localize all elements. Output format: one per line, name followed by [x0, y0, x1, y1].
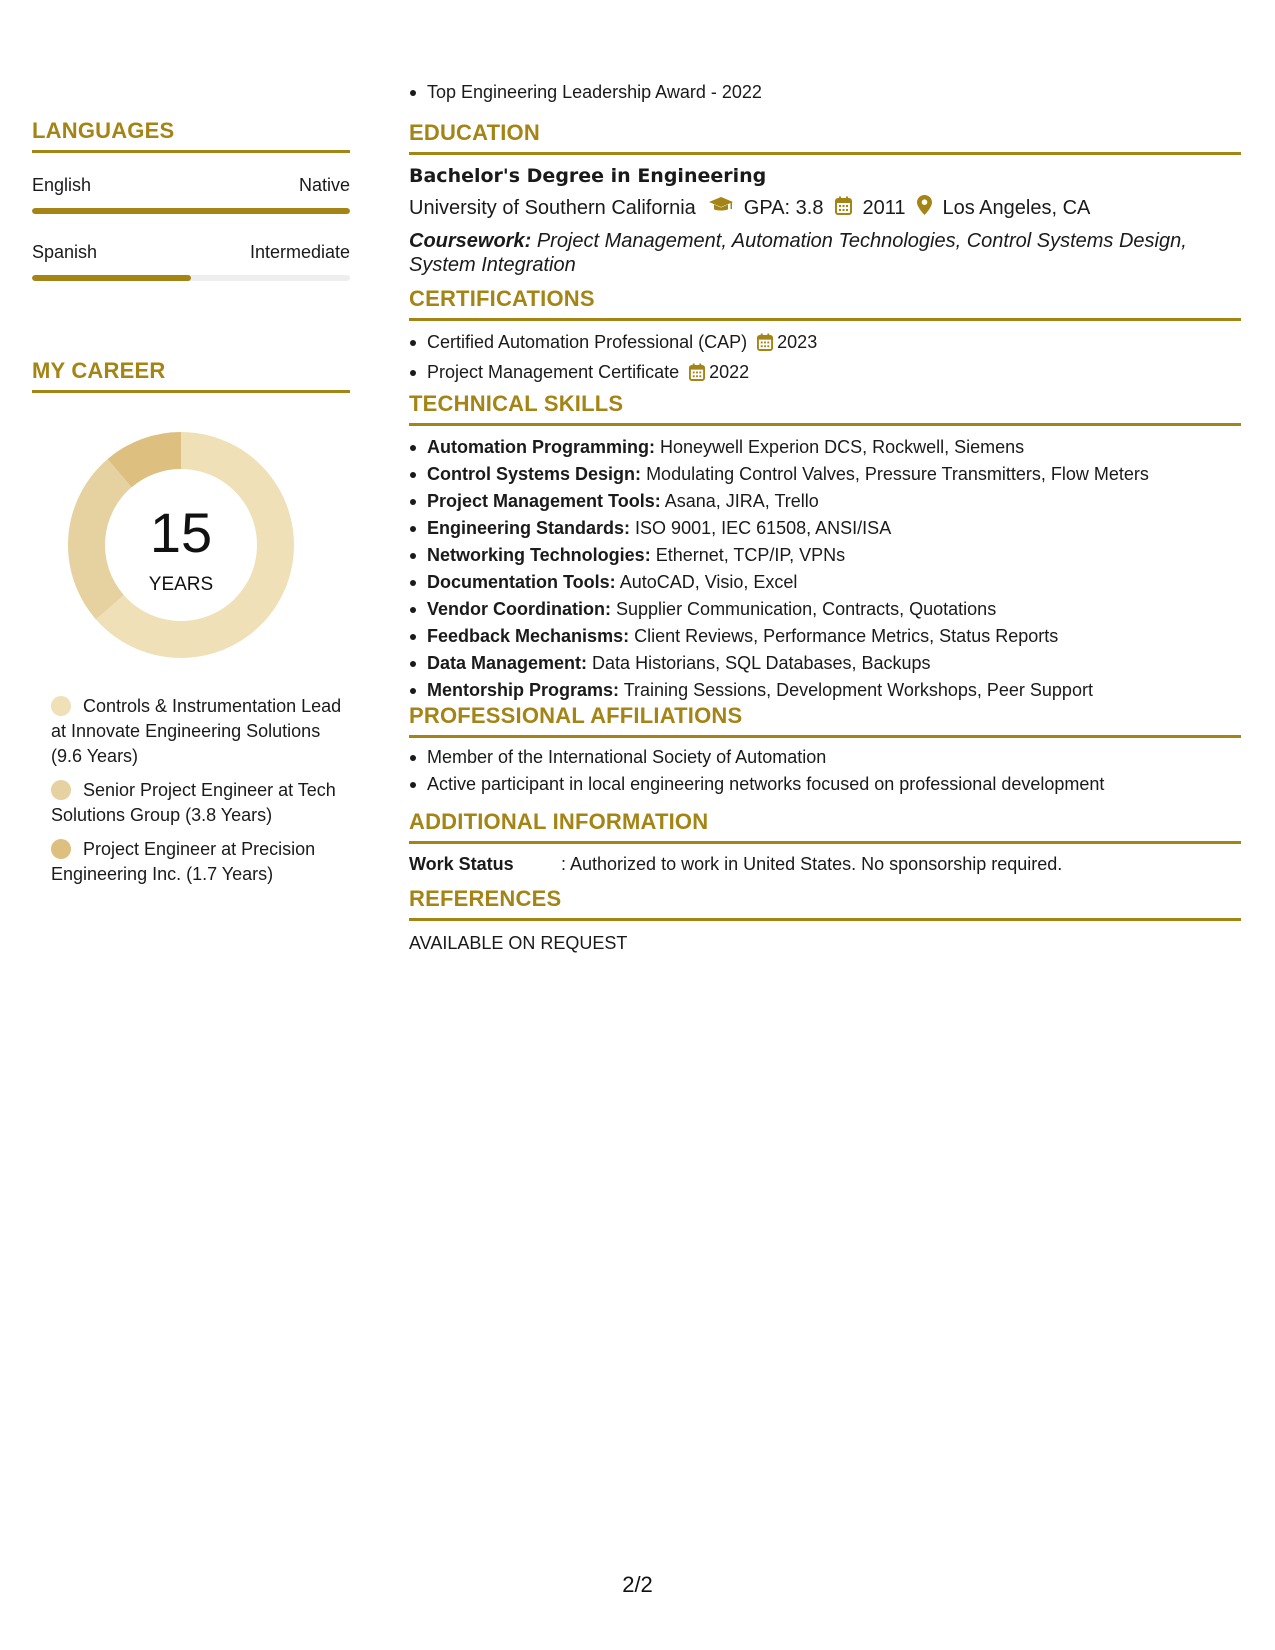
additional-info-title: ADDITIONAL INFORMATION: [409, 809, 1241, 844]
skill-item: [427, 677, 1241, 704]
references-section: [409, 886, 1241, 954]
skill-label: Vendor Coordination:: [427, 599, 611, 619]
skills-section: [409, 391, 1241, 704]
career-donut-chart: [66, 430, 296, 660]
references-title: REFERENCES: [409, 886, 1241, 921]
certification-year: 2023: [777, 332, 818, 352]
language-name: English: [32, 175, 92, 195]
skills-title: TECHNICAL SKILLS: [409, 391, 1241, 426]
certification-year: 2022: [709, 362, 750, 382]
skill-value: Training Sessions, Development Workshops, Peer Support: [623, 680, 1093, 700]
education-year: 2011: [862, 196, 906, 219]
award-item: Top Engineering Leadership Award - 2022: [427, 79, 1259, 106]
coursework-text: Project Management, Automation Technologies, Control Systems Design, System Integration: [409, 230, 1187, 276]
skill-label: Feedback Mechanisms:: [427, 626, 630, 646]
skill-value: Supplier Communication, Contracts, Quotations: [616, 599, 997, 619]
languages-section: [32, 118, 350, 281]
calendar-icon: [689, 362, 705, 389]
career-legend-item: [51, 694, 351, 769]
graduation-cap-icon: [708, 196, 734, 220]
language-item: [32, 242, 350, 281]
education-school: University of Southern California: [409, 196, 696, 219]
skill-item: [427, 515, 1241, 542]
skill-item: [427, 623, 1241, 650]
skill-item: [427, 488, 1241, 515]
career-total-years: 15: [149, 501, 213, 564]
language-name: Spanish: [32, 242, 98, 262]
skill-value: Data Historians, SQL Databases, Backups: [592, 653, 931, 673]
calendar-icon: [757, 332, 773, 359]
skill-label: Networking Technologies:: [427, 545, 651, 565]
certification-name: Project Management Certificate: [427, 362, 680, 382]
career-section: [32, 358, 350, 896]
additional-info-section: [409, 809, 1241, 875]
skill-label: Documentation Tools:: [427, 572, 616, 592]
career-legend: [51, 694, 351, 887]
skill-label: Engineering Standards:: [427, 518, 631, 538]
education-degree: Bachelor's Degree in Engineering: [409, 165, 767, 187]
career-years-unit: YEARS: [148, 574, 214, 595]
education-location: Los Angeles, CA: [942, 196, 1091, 219]
language-item: [32, 175, 350, 214]
certifications-title: CERTIFICATIONS: [409, 286, 1241, 321]
language-bar: [32, 208, 350, 214]
education-coursework: [409, 229, 1241, 277]
career-title: MY CAREER: [32, 358, 350, 393]
skill-value: Modulating Control Valves, Pressure Transmitters, Flow Meters: [646, 464, 1149, 484]
language-level: Native: [298, 175, 350, 195]
page-number: 2/2: [622, 1572, 653, 1597]
skill-label: Automation Programming:: [427, 437, 655, 457]
certification-item: [427, 359, 1241, 389]
education-details: [409, 195, 1241, 221]
coursework-label: Coursework:: [409, 230, 532, 252]
work-status-label: Work Status: [409, 854, 514, 874]
language-bar-fill: [32, 275, 191, 281]
work-status-row: [409, 854, 1241, 875]
career-legend-label: Controls & Instrumentation Lead at Innovate Engineering Solutions (9.6 Years): [51, 696, 342, 766]
affiliation-item: Active participant in local engineering networks focused on professional development: [427, 771, 1241, 798]
affiliation-item: Member of the International Society of Automation: [427, 744, 1241, 771]
map-pin-icon: [917, 195, 932, 221]
skill-value: Asana, JIRA, Trello: [664, 491, 819, 511]
skills-list: [409, 434, 1241, 704]
skill-label: Data Management:: [427, 653, 588, 673]
career-legend-label: Project Engineer at Precision Engineering Inc. (1.7 Years): [51, 839, 316, 884]
legend-dot: [51, 839, 71, 859]
skill-item: [427, 569, 1241, 596]
language-bar: [32, 275, 350, 281]
career-legend-item: [51, 778, 351, 828]
certifications-section: [409, 286, 1241, 389]
language-level: Intermediate: [249, 242, 350, 262]
work-status-value: : Authorized to work in United States. No sponsorship required.: [561, 854, 1063, 874]
affiliations-title: PROFESSIONAL AFFILIATIONS: [409, 703, 1241, 738]
skill-item: [427, 542, 1241, 569]
education-title: EDUCATION: [409, 120, 1241, 155]
skill-value: Honeywell Experion DCS, Rockwell, Siemens: [660, 437, 1025, 457]
skill-value: Ethernet, TCP/IP, VPNs: [655, 545, 846, 565]
skill-label: Control Systems Design:: [427, 464, 642, 484]
career-legend-label: Senior Project Engineer at Tech Solutions Group (3.8 Years): [51, 780, 336, 825]
certifications-list: [409, 329, 1241, 389]
calendar-icon: [835, 196, 852, 221]
certification-name: Certified Automation Professional (CAP): [427, 332, 748, 352]
skill-item: [427, 596, 1241, 623]
skill-value: Client Reviews, Performance Metrics, Status Reports: [634, 626, 1059, 646]
skill-value: AutoCAD, Visio, Excel: [619, 572, 798, 592]
legend-dot: [51, 780, 71, 800]
skill-item: [427, 434, 1241, 461]
language-bar-fill: [32, 208, 350, 214]
career-legend-item: [51, 837, 351, 887]
education-gpa: GPA: 3.8: [743, 196, 824, 219]
education-section: [409, 120, 1241, 277]
skill-item: [427, 650, 1241, 677]
skill-label: Mentorship Programs:: [427, 680, 620, 700]
affiliations-section: [409, 703, 1241, 798]
affiliations-list: [409, 744, 1241, 798]
skill-item: [427, 461, 1241, 488]
legend-dot: [51, 696, 71, 716]
skill-label: Project Management Tools:: [427, 491, 661, 511]
awards-list: [409, 79, 1259, 106]
references-text: AVAILABLE ON REQUEST: [409, 933, 628, 953]
languages-title: LANGUAGES: [32, 118, 350, 153]
certification-item: [427, 329, 1241, 359]
skill-value: ISO 9001, IEC 61508, ANSI/ISA: [635, 518, 892, 538]
